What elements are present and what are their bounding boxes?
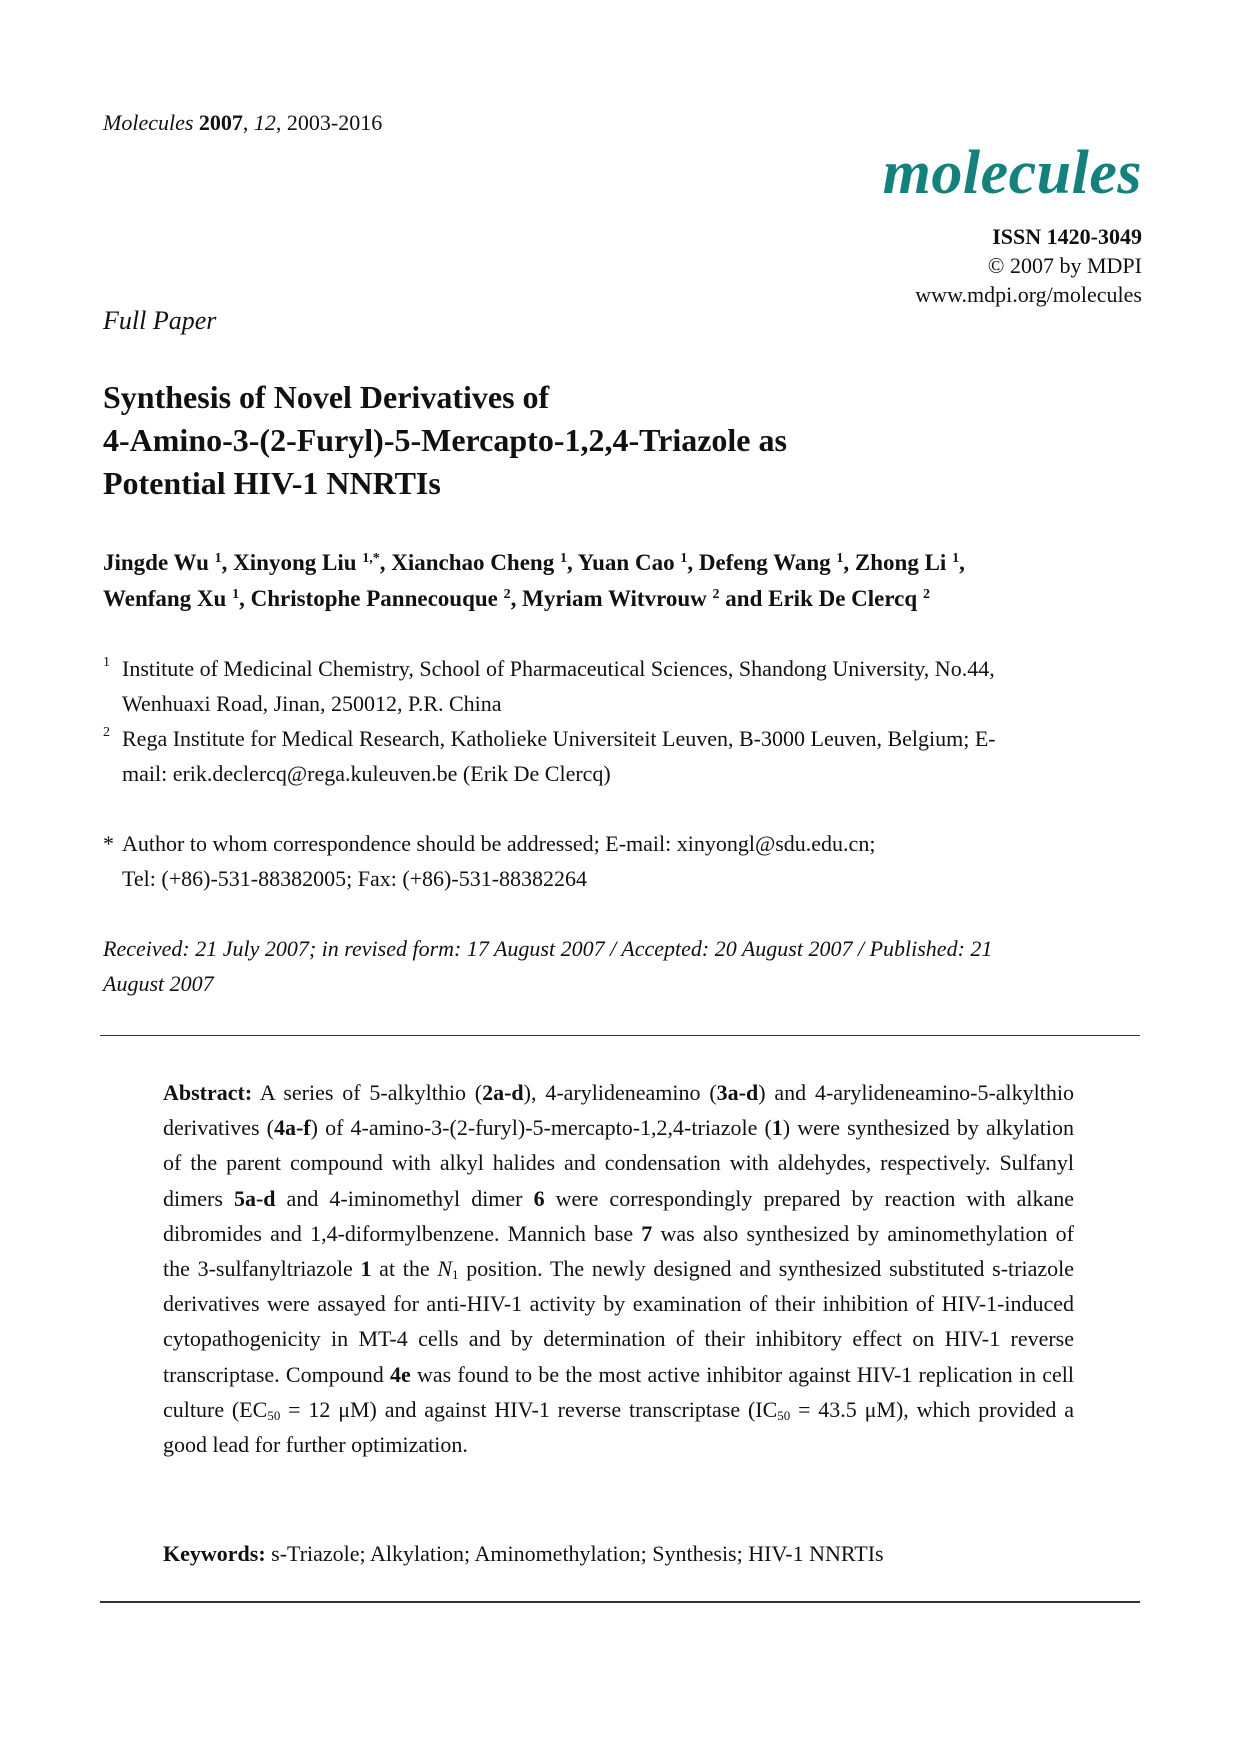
author-separator: and	[719, 586, 769, 611]
author-affiliation-marker: 1	[214, 551, 222, 566]
author-name: Erik De Clercq	[768, 586, 918, 611]
author-name: Myriam Witvrouw	[522, 586, 707, 611]
correspondence-note	[103, 826, 1143, 896]
dates-line: Received: 21 July 2007; in revised form: 17 August 2007 / Accepted: 20 August 2007 / Published: 21	[103, 936, 993, 961]
author-separator: ,	[221, 550, 234, 575]
author-affiliation-marker: 1	[952, 551, 960, 566]
compound-label: 4e	[389, 1361, 411, 1387]
author-separator: ,	[510, 586, 523, 611]
abstract	[163, 1075, 1074, 1462]
author-separator: ,	[566, 550, 578, 575]
horizontal-rule	[100, 1035, 1140, 1036]
author-name: Xinyong Liu	[233, 550, 357, 575]
abstract-text: = 43.5 μM), which provided a good lead for further optimization.	[163, 1396, 1074, 1458]
author-name: Xianchao Cheng	[391, 550, 555, 575]
affiliation-2	[103, 721, 1143, 791]
journal-logo: molecules	[882, 139, 1142, 207]
author-affiliation-marker: 2	[503, 587, 511, 602]
author-affiliation-marker: 1,*	[362, 551, 380, 566]
compound-label: 5a-d	[233, 1185, 276, 1211]
title-line: Potential HIV-1 NNRTIs	[103, 465, 441, 501]
abstract-text: ) were synthesized by alkylation of the parent compound with alkyl halides and condensation with aldehydes, respectively. Sulfanyl dimers	[163, 1115, 1074, 1211]
issn: ISSN 1420-3049	[992, 224, 1142, 249]
affiliation-marker: 2	[103, 725, 110, 740]
compound-label: 2a-d	[482, 1080, 524, 1105]
abstract-text: ) and 4-arylideneamino-5-alkylthio derivatives (	[163, 1080, 1074, 1141]
dates-line: August 2007	[103, 971, 214, 996]
affiliation-text-line: mail: erik.declercq@rega.kuleuven.be (Erik De Clercq)	[122, 761, 611, 786]
keywords	[163, 1536, 1074, 1571]
affiliation-text-line: Rega Institute for Medical Research, Katholieke Universiteit Leuven, B-3000 Leuven, Belgium; E-	[122, 726, 996, 751]
affiliation-1	[103, 651, 1143, 721]
publication-dates	[103, 931, 1143, 1001]
title-line: Synthesis of Novel Derivatives of	[103, 379, 550, 415]
affiliation-text-line: Institute of Medicinal Chemistry, School of Pharmaceutical Sciences, Shandong University, No.44,	[122, 656, 995, 681]
author-affiliation-marker: 2	[922, 587, 930, 602]
article-type: Full Paper	[103, 306, 217, 335]
abstract-text: = 12 μM) and against HIV-1 reverse transcriptase (IC	[280, 1396, 778, 1422]
subscript: 50	[777, 1407, 791, 1423]
author-affiliation-marker: 1	[836, 551, 844, 566]
subscript: 50	[267, 1407, 281, 1423]
compound-label: 7	[641, 1220, 653, 1246]
affiliation-marker: 1	[103, 655, 110, 670]
copyright: © 2007 by MDPI	[987, 253, 1142, 278]
author-affiliation-marker: 1	[680, 551, 688, 566]
abstract-text: was found to be the most active inhibitor against HIV-1 replication in cell culture (EC	[163, 1361, 1074, 1422]
correspondence-marker: *	[103, 831, 114, 856]
author-separator: ,	[959, 550, 965, 575]
compound-label: 1	[360, 1256, 372, 1282]
author-affiliation-marker: 1	[232, 587, 240, 602]
keywords-label: Keywords:	[163, 1541, 266, 1566]
journal-volume: 12	[253, 110, 276, 135]
title-line: 4-Amino-3-(2-Furyl)-5-Mercapto-1,2,4-Triazole as	[103, 422, 787, 458]
abstract-text: N	[437, 1256, 453, 1282]
author-list	[103, 545, 1143, 617]
compound-label: 3a-d	[716, 1080, 759, 1105]
abstract-text: were correspondingly prepared by reaction with alkane dibromides and 1,4-diformylbenzene. Mannich base	[163, 1185, 1074, 1246]
author-name: Christophe Pannecouque	[250, 586, 498, 611]
author-name: Jingde Wu	[103, 550, 209, 575]
abstract-text: position. The newly designed and synthesized substituted s-triazole derivatives were assayed for anti-HIV-1 activity by examination of their inhibition of HIV-1-induced cytopathogenicity in MT-4 cells and by determination of their inhibitory effect on HIV-1 reverse transcriptase. Compound	[163, 1256, 1074, 1387]
abstract-text: was also synthesized by aminomethylation of the 3-sulfanyltriazole	[163, 1220, 1075, 1282]
author-affiliation-marker: 2	[712, 587, 720, 602]
author-separator: ,	[687, 550, 699, 575]
author-separator: ,	[379, 550, 392, 575]
author-name: Yuan Cao	[577, 550, 675, 575]
journal-year: 2007	[198, 110, 243, 135]
author-affiliation-marker: 1	[559, 551, 567, 566]
compound-label: 1	[771, 1115, 783, 1141]
compound-label: 4a-f	[273, 1115, 311, 1141]
subscript: 1	[452, 1267, 459, 1283]
author-name: Zhong Li	[854, 550, 947, 575]
abstract-text: ), 4-arylideneamino (	[523, 1080, 717, 1105]
abstract-text: at the	[371, 1256, 438, 1282]
correspondence-line: Tel: (+86)-531-88382005; Fax: (+86)-531-88382264	[122, 866, 588, 891]
journal-citation: Molecules 2007, 12, 2003-2016	[103, 110, 383, 135]
abstract-text: ) of 4-amino-3-(2-furyl)-5-mercapto-1,2,4-triazole (	[310, 1115, 772, 1141]
affiliation-text-line: Wenhuaxi Road, Jinan, 250012, P.R. China	[122, 691, 502, 716]
journal-name: Molecules	[103, 110, 194, 135]
author-separator: ,	[239, 586, 251, 611]
correspondence-line: Author to whom correspondence should be addressed; E-mail: xinyongl@sdu.edu.cn;	[122, 831, 876, 856]
author-separator: ,	[843, 550, 855, 575]
compound-label: 6	[533, 1185, 545, 1211]
journal-url[interactable]: www.mdpi.org/molecules	[915, 282, 1142, 307]
abstract-text: A series of 5-alkylthio (	[259, 1080, 483, 1105]
journal-brand	[882, 139, 1142, 309]
keywords-text: s-Triazole; Alkylation; Aminomethylation; Synthesis; HIV-1 NNRTIs	[265, 1541, 884, 1566]
abstract-label: Abstract:	[163, 1080, 253, 1105]
author-name: Defeng Wang	[698, 550, 831, 575]
paper-title	[103, 376, 1103, 505]
horizontal-rule	[100, 1601, 1140, 1603]
journal-pages: 2003-2016	[286, 110, 383, 135]
abstract-text: and 4-iminomethyl dimer	[275, 1185, 534, 1211]
author-name: Wenfang Xu	[103, 586, 227, 611]
